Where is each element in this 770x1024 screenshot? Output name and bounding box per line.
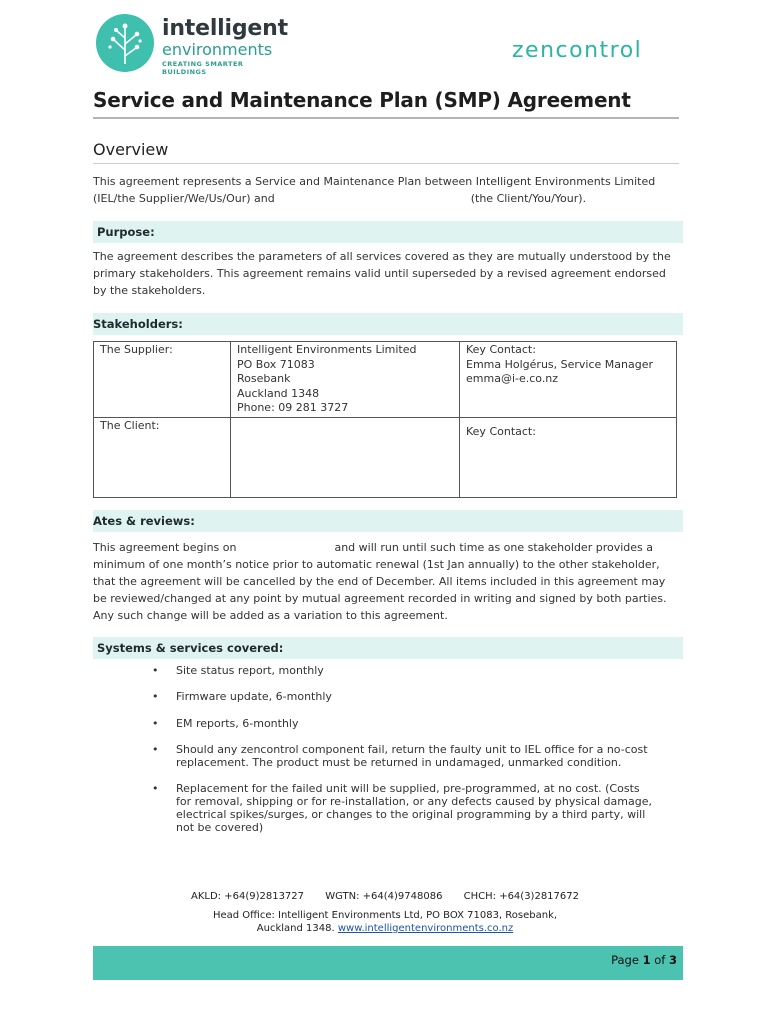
page-of: of xyxy=(654,953,666,967)
bullet-icon: • xyxy=(152,743,159,756)
overview-text xyxy=(93,173,679,207)
purpose-section-band xyxy=(93,221,683,243)
overview-heading: Overview xyxy=(93,140,169,159)
wgtn-phone: WGTN: +64(4)9748086 xyxy=(325,891,443,902)
bullet-icon: • xyxy=(152,690,159,703)
overview-line1: This agreement represents a Service and Maintenance Plan between Intelligent Environments Limited xyxy=(93,175,656,188)
systems-section-band xyxy=(93,637,683,659)
supplier-address xyxy=(231,342,460,418)
list-item-text: Should any zencontrol component fail, return the faulty unit to IEL office for a no-cost replacement. The product must be returned in undamaged, unmarked condition. xyxy=(176,743,648,769)
bullet-icon: • xyxy=(152,782,159,795)
services-list xyxy=(152,664,652,834)
website-link[interactable]: www.intelligentenvironments.co.nz xyxy=(337,923,514,934)
zencontrol-logo: zencontrol xyxy=(512,38,643,63)
footer-contacts xyxy=(0,891,770,902)
address-line: Auckland 1348 xyxy=(237,386,320,400)
stakeholders-table xyxy=(93,341,677,498)
address-line: PO Box 71083 xyxy=(237,357,315,371)
address-line: Rosebank xyxy=(237,372,291,385)
overview-line2a: (IEL/the Supplier/We/Us/Our) and xyxy=(93,192,275,205)
systems-heading: Systems & services covered: xyxy=(97,641,284,655)
table-row xyxy=(94,417,677,497)
bullet-icon: • xyxy=(152,664,159,677)
brand-name-line1: intelligent xyxy=(162,16,288,41)
list-item xyxy=(152,690,652,703)
contact-line: Emma Holgérus, Service Manager xyxy=(466,357,654,371)
tree-logo-icon xyxy=(96,14,154,72)
head-office xyxy=(0,909,770,935)
client-label: The Client: xyxy=(94,417,231,497)
stakeholders-heading: Stakeholders: xyxy=(93,317,183,331)
list-item xyxy=(152,664,652,677)
contact-line: emma@i-e.co.nz xyxy=(466,372,559,385)
ates-rest: and will run until such time as one stakeholder provides a minimum of one month’s notice prior to automatic renewal (1st Jan annually) to the other stakeholder, that the agreement will be cancelled by the end of December. All items included in this agreement may be reviewed/changed at any point by mutual agreement recorded in writing and signed by both parties. Any such change will be added as a variation to this agreement. xyxy=(93,541,667,622)
supplier-label: The Supplier: xyxy=(94,342,231,418)
supplier-contact xyxy=(460,342,677,418)
client-address-field[interactable] xyxy=(231,417,460,497)
purpose-heading: Purpose: xyxy=(97,225,155,239)
brand-tagline: CREATING SMARTER BUILDINGS xyxy=(162,60,244,76)
office-line2: Auckland 1348. xyxy=(256,923,335,934)
list-item-text: Replacement for the failed unit will be supplied, pre-programmed, at no cost. (Costs for removal, shipping or for re-installation, or any defects caused by physical damage, electrical spikes/surges, or changes to the original programming by a third party, will not be covered) xyxy=(176,782,652,834)
overview-line2b: (the Client/You/Your). xyxy=(470,192,587,205)
address-line: Intelligent Environments Limited xyxy=(237,343,417,356)
footer-bar xyxy=(93,946,683,980)
list-item xyxy=(152,782,652,834)
ates-text xyxy=(93,539,679,624)
list-item xyxy=(152,743,652,769)
ates-section-band xyxy=(93,510,683,532)
ates-begins: This agreement begins on xyxy=(93,541,237,554)
page-number: 1 xyxy=(642,953,651,967)
contact-line: Key Contact: xyxy=(466,343,536,356)
stakeholders-section-band xyxy=(93,313,683,335)
client-contact-label: Key Contact: xyxy=(466,424,536,438)
akld-phone: AKLD: +64(9)2813727 xyxy=(191,891,305,902)
office-line1: Head Office: Intelligent Environments Ltd, PO BOX 71083, Rosebank, xyxy=(212,910,558,921)
table-row xyxy=(94,342,677,418)
ates-heading: Ates & reviews: xyxy=(93,514,195,528)
purpose-text: The agreement describes the parameters of all services covered as they are mutually understood by the primary stakeholders. This agreement remains valid until superseded by a revised agreement endorsed by the stakeholders. xyxy=(93,250,671,297)
list-item-text: Site status report, monthly xyxy=(176,664,324,677)
page-indicator xyxy=(611,953,677,967)
page-total: 3 xyxy=(668,953,677,967)
list-item-text: EM reports, 6-monthly xyxy=(176,717,299,730)
document-title: Service and Maintenance Plan (SMP) Agreement xyxy=(93,88,631,112)
brand-name-line2: environments xyxy=(162,40,273,59)
list-item-text: Firmware update, 6-monthly xyxy=(176,690,332,703)
title-divider xyxy=(93,117,679,119)
overview-divider xyxy=(93,163,679,164)
list-item xyxy=(152,717,652,730)
client-contact[interactable] xyxy=(460,417,677,497)
intelligent-environments-logo xyxy=(96,14,288,76)
page-label: Page xyxy=(611,953,639,967)
chch-phone: CHCH: +64(3)2817672 xyxy=(463,891,579,902)
bullet-icon: • xyxy=(152,717,159,730)
address-line: Phone: 09 281 3727 xyxy=(237,401,349,414)
